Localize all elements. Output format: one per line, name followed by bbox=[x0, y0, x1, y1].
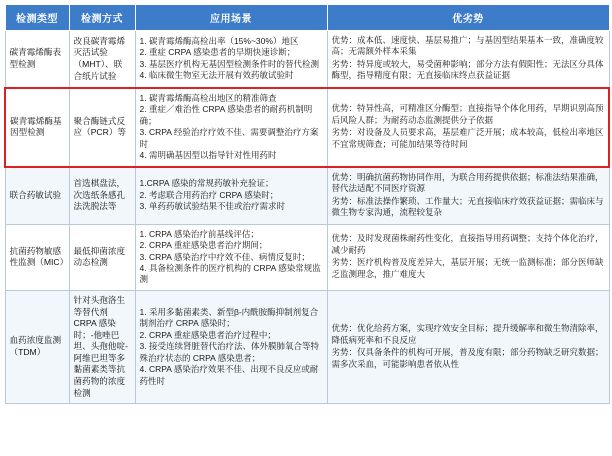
scenario-line: 4. 需明确基因型以指导针对性用药时 bbox=[139, 150, 277, 161]
cell-detection-type: 碳青霉烯酶表型检测 bbox=[5, 31, 69, 88]
scenario-line: 2. 考虑联合用药治疗 CRPA 感染时； bbox=[139, 189, 279, 200]
table-header-row bbox=[5, 5, 609, 31]
cell-application-scenario bbox=[135, 31, 327, 88]
column-header-application-scenario: 应用场景 bbox=[135, 5, 327, 31]
cell-pros-cons bbox=[327, 290, 609, 403]
cell-detection-type: 血药浓度监测（TDM） bbox=[5, 290, 69, 403]
scenario-line: 1. 碳青霉烯酶高检出率（15%~30%）地区 bbox=[139, 36, 299, 46]
table-row bbox=[5, 290, 609, 403]
scenario-line: 3. CRPA 感染治疗中疗效不佳、病情反复时； bbox=[139, 251, 310, 262]
cons-line: 劣势：标准法操作繁琐、工作量大；无直接临床疗效获益证据；需临床与微生物专家沟通，流程较复杂 bbox=[331, 195, 604, 218]
column-header-detection-type: 检测类型 bbox=[5, 5, 69, 31]
cell-detection-type: 联合药敏试验 bbox=[5, 167, 69, 224]
cell-detection-type: 抗菌药物敏感性监测（MIC） bbox=[5, 224, 69, 290]
scenario-line: 2. CRPA 重症感染患者治疗过程中； bbox=[139, 329, 276, 340]
cell-detection-type: 碳青霉烯酶基因型检测 bbox=[5, 88, 69, 167]
cons-line: 劣势：对设备及人员要求高，基层难广泛开展；成本较高，低检出率地区不宜常规筛查；可能加结果等待时间 bbox=[331, 127, 604, 149]
scenario-line: 3. CRPA 经验治疗疗效不佳、需要调整治疗方案时 bbox=[139, 127, 319, 149]
scenario-line: 2. 重症／难治性 CRPA 感染患者的耐药机制明确； bbox=[139, 104, 313, 126]
scenario-line: 3. 单药药敏试验结果不佳或治疗需求时 bbox=[139, 201, 285, 212]
scenario-line: 4. 临床微生物室无法开展有效药敏试验时 bbox=[139, 70, 294, 81]
table-row bbox=[5, 167, 609, 224]
cons-line: 劣势：医疗机构普及度差异大，基层开展；无统一监测标准；部分医师缺乏监测理念，推广难度大 bbox=[331, 257, 604, 279]
scenario-line: 4. CRPA 感染治疗效果不佳、出现不良反应或耐药性时 bbox=[139, 364, 319, 386]
table-row bbox=[5, 224, 609, 290]
table-body bbox=[5, 31, 609, 404]
scenario-line: 4. 具备检测条件的医疗机构的 CRPA 感染常规监测 bbox=[139, 262, 321, 285]
scenario-line: 1.CRPA 感染的常规药敏补充验证； bbox=[139, 178, 274, 189]
scenario-line: 3. 基层医疗机构无基因型检测条件时的替代检测 bbox=[139, 58, 319, 69]
scenario-line: 2. 重症 CRPA 感染患者的早期快速诊断； bbox=[139, 47, 296, 58]
pros-line: 优势：优化给药方案，实现疗效安全目标；提升缓解率和微生物清除率，降低病死率和不良反应 bbox=[331, 323, 604, 345]
cell-application-scenario bbox=[135, 88, 327, 167]
cell-pros-cons bbox=[327, 167, 609, 224]
scenario-line: 1. 碳青霉烯酶高检出地区的精准筛查 bbox=[139, 92, 277, 103]
column-header-detection-method: 检测方式 bbox=[69, 5, 135, 31]
cell-detection-method: 最低抑菌浓度动态检测 bbox=[69, 224, 135, 290]
cell-detection-method: 聚合酶链式反应（PCR）等 bbox=[69, 88, 135, 167]
pros-line: 优势：成本低、速度快、基层易推广；与基因型结果基本一致，准确度较高；无需额外样本采集 bbox=[331, 35, 604, 57]
pros-line: 优势：明确抗菌药物协同作用，为联合用药提供依据；标准法结果准确，替代法适配不同医疗资源 bbox=[331, 171, 604, 194]
cell-detection-method: 针对头孢洛生等替代剂 CRPA 感染时；-他唑巴坦、头孢他啶-阿维巴坦等多黏菌素类等抗菌药物的浓度检测 bbox=[69, 290, 135, 403]
scenario-line: 1. CRPA 感染治疗前基线评估； bbox=[139, 228, 259, 239]
cons-line: 劣势：特异度或较大，易受菌种影响；部分方法有假阳性；无法区分具体酶型，指导精度有限；无直接临床终点获益证据 bbox=[331, 58, 604, 81]
table-header bbox=[5, 5, 609, 31]
cell-detection-method: 改良碳青霉烯灭活试验（MHT）、联合纸片试验 bbox=[69, 31, 135, 88]
cell-detection-method: 首选棋盘法，次选纸条感孔法洗脱法等 bbox=[69, 167, 135, 224]
table-row bbox=[5, 31, 609, 88]
scenario-line: 2. CRPA 重症感染患者治疗期间； bbox=[139, 240, 268, 251]
pros-line: 优势：及时发现菌株耐药性变化，直接指导用药调整；支持个体化治疗，减少耐药 bbox=[331, 233, 604, 255]
cell-application-scenario bbox=[135, 224, 327, 290]
table-row-highlighted bbox=[5, 88, 609, 167]
scenario-line: 3. 接受连续肾脏替代治疗法、体外膜肺氧合等特殊治疗状态的 CRPA 感染患者； bbox=[139, 341, 319, 363]
cell-pros-cons bbox=[327, 31, 609, 88]
cell-pros-cons bbox=[327, 224, 609, 290]
cell-pros-cons bbox=[327, 88, 609, 167]
cons-line: 劣势：仅具备条件的机构可开展，普及度有限；部分药物缺乏研究数据；需多次采血，可能影响患者依从性 bbox=[331, 347, 604, 369]
detection-methods-table bbox=[4, 4, 610, 404]
cell-application-scenario bbox=[135, 167, 327, 224]
pros-line: 优势：特异性高，可精准区分酶型；直接指导个体化用药，早期识别高预后风险人群；为耐药动态监测提供分子依据 bbox=[331, 103, 604, 125]
cell-application-scenario bbox=[135, 290, 327, 403]
column-header-pros-cons: 优劣势 bbox=[327, 5, 609, 31]
scenario-line: 1. 采用多黏菌素类、新型β-内酰胺酶抑制剂复合制剂治疗 CRPA 感染时； bbox=[139, 306, 319, 329]
